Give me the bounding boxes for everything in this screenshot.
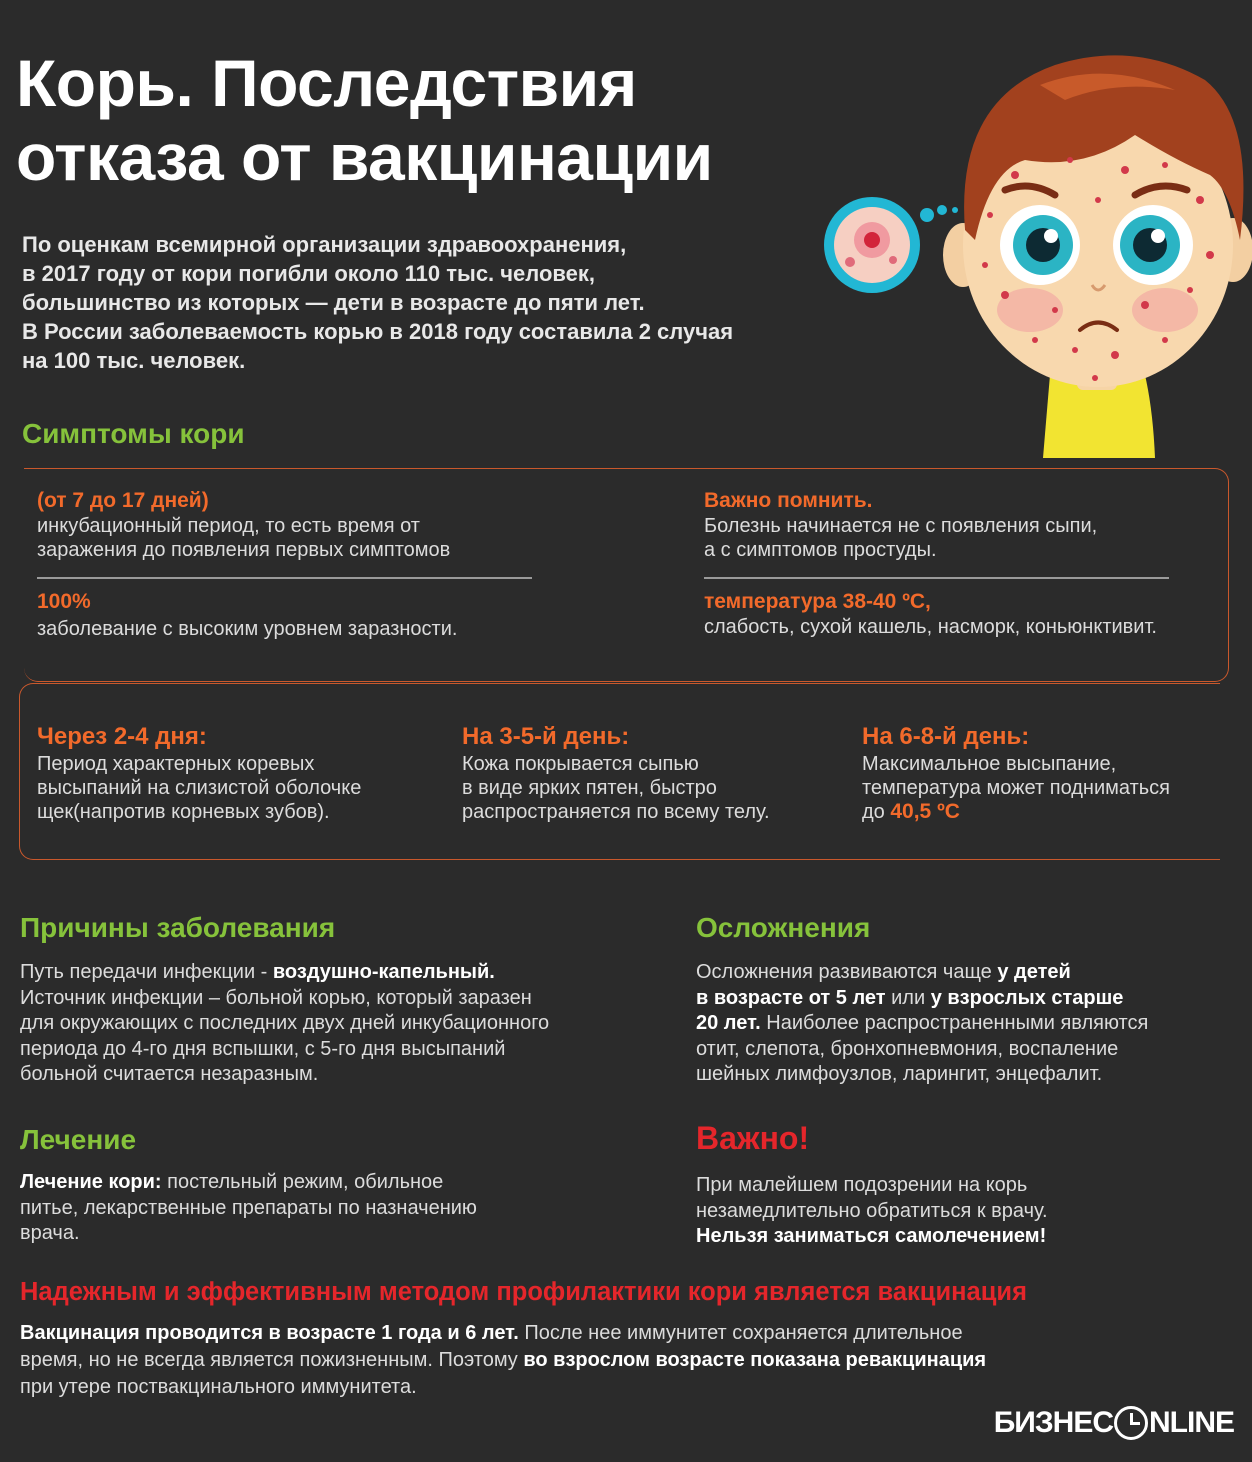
- temperature-text: слабость, сухой кашель, насморк, коньюнктивит.: [704, 616, 1157, 638]
- temperature-block: [704, 589, 1157, 639]
- important-text: [696, 1173, 1048, 1250]
- stage-line: щек(напротив корневых зубов).: [37, 801, 330, 823]
- text-part: время, но не всегда является пожизненным. Поэтому: [20, 1349, 524, 1371]
- remember-line: а с симптомов простуды.: [704, 539, 937, 561]
- stage-2: [462, 722, 770, 824]
- stage-line: Кожа покрывается сыпью: [462, 753, 699, 775]
- remember-line: Болезнь начинается не с появления сыпи,: [704, 515, 1098, 537]
- important-line: При малейшем подозрении на корь: [696, 1174, 1028, 1196]
- left-eye-shine: [1044, 229, 1058, 243]
- complications-line: шейных лимфоузлов, ларингит, энцефалит.: [696, 1063, 1103, 1085]
- logo-right: NLINE: [1149, 1406, 1234, 1439]
- text-bold: во взрослом возрасте показана ревакцинация: [523, 1349, 987, 1371]
- incubation-line: заражения до появления первых симптомов: [37, 539, 451, 561]
- text-bold: у детей: [997, 961, 1071, 983]
- intro-line: По оценкам всемирной организации здравоохранения,: [22, 232, 627, 257]
- symptoms-title: Симптомы кори: [22, 418, 245, 449]
- causes-line: [20, 960, 549, 986]
- treatment-text: [20, 1170, 477, 1247]
- treatment-title: Лечение: [20, 1124, 137, 1155]
- intro-line: на 100 тыс. человек.: [22, 348, 246, 373]
- causes-line: больной считается незаразным.: [20, 1063, 319, 1085]
- causes-transmission: воздушно-капельный.: [272, 961, 495, 983]
- complications-line: [696, 986, 1148, 1012]
- sick-boy-illustration: [815, 40, 1252, 460]
- text-bold: Лечение кори:: [20, 1171, 162, 1193]
- text-part: После нее иммунитет сохраняется длительное: [518, 1322, 963, 1344]
- remember-highlight: Важно помнить.: [704, 489, 873, 512]
- symptoms-divider-right: [704, 577, 1169, 579]
- text-bold: у взрослых старше: [930, 986, 1124, 1009]
- remember-block: [704, 488, 1097, 562]
- temperature-highlight: температура 38-40 ºС,: [704, 590, 931, 613]
- causes-title: Причины заболевания: [20, 912, 336, 943]
- business-online-logo: [994, 1406, 1234, 1440]
- treatment-line: [20, 1170, 477, 1196]
- bubble-dot: [920, 208, 934, 222]
- causes-line-prefix: Путь передачи инфекции -: [20, 961, 273, 983]
- bubble-dot: [952, 207, 958, 213]
- right-eye-shine: [1151, 229, 1165, 243]
- stage-2-title: На 3-5-й день:: [462, 723, 630, 750]
- right-cheek: [1132, 288, 1198, 332]
- intro-line: В России заболеваемость корью в 2018 году составила 2 случая: [22, 319, 734, 344]
- contagious-block: [37, 589, 457, 641]
- text-part: или: [885, 986, 931, 1009]
- important-line: незамедлительно обратиться к врачу.: [696, 1199, 1048, 1222]
- stage-1: [37, 722, 361, 824]
- title-line-2: отказа от вакцинации: [16, 120, 713, 194]
- causes-line: Источник инфекции – больной корью, который заразен: [20, 986, 532, 1009]
- magnifier-small-spot: [889, 256, 897, 264]
- incubation-highlight: (от 7 до 17 дней): [37, 489, 209, 512]
- causes-line: периода до 4-го дня вспышки, с 5-го дня высыпаний: [20, 1037, 506, 1060]
- stage-3-temperature: 40,5 ºС: [890, 800, 960, 823]
- stage-line-last: [862, 800, 1170, 824]
- intro-paragraph: [22, 230, 872, 375]
- stage-line: в виде ярких пятен, быстро: [462, 777, 717, 799]
- clock-icon: [1114, 1406, 1148, 1440]
- stage-3-title: На 6-8-й день:: [862, 723, 1030, 750]
- text-part: Наиболее распространенными являются: [760, 1012, 1149, 1034]
- title-line-1: Корь. Последствия: [16, 46, 637, 120]
- intro-line: в 2017 году от кори погибли около 110 тыс. человек,: [22, 261, 596, 286]
- text-bold: в возрасте от 5 лет: [696, 986, 886, 1009]
- complications-line: [696, 960, 1148, 986]
- stage-line: температура может подниматься: [862, 777, 1170, 799]
- contagious-text: заболевание с высоким уровнем заразности.: [37, 618, 458, 640]
- magnifier-small-spot: [845, 257, 855, 267]
- treatment-line: врача.: [20, 1222, 80, 1244]
- text-part: Осложнения развиваются чаще: [696, 961, 998, 983]
- vaccination-title: Надежным и эффективным методом профилактики кори является вакцинация: [20, 1278, 1027, 1306]
- contagious-highlight: 100%: [37, 590, 91, 613]
- incubation-block: [37, 488, 450, 562]
- important-line: [696, 1224, 1048, 1250]
- complications-line: [696, 1011, 1148, 1037]
- complications-line: отит, слепота, бронхопневмония, воспаление: [696, 1037, 1119, 1060]
- incubation-line: инкубационный период, то есть время от: [37, 515, 420, 537]
- stage-3-prefix: до: [862, 801, 891, 823]
- logo-left: БИЗНЕС: [993, 1406, 1113, 1439]
- complications-title: Осложнения: [696, 912, 871, 943]
- page-title: [16, 46, 876, 194]
- symptoms-divider-left: [37, 577, 532, 579]
- vaccination-line: [20, 1320, 986, 1347]
- important-title: Важно!: [696, 1120, 810, 1156]
- vaccination-line: при утере поствакцинального иммунитета.: [20, 1376, 417, 1398]
- vaccination-line: [20, 1347, 986, 1374]
- stage-line: Период характерных коревых: [37, 753, 315, 775]
- text-bold: Вакцинация проводится в возрасте 1 года и 6 лет.: [20, 1322, 519, 1344]
- text-bold: 20 лет.: [696, 1012, 761, 1034]
- stage-1-title: Через 2-4 дня:: [37, 723, 207, 750]
- intro-line: большинство из которых — дети в возрасте до пяти лет.: [22, 290, 645, 315]
- causes-text: [20, 960, 549, 1088]
- magnifier-spot-core: [864, 232, 880, 248]
- stage-3: [862, 722, 1170, 824]
- stage-line: распространяется по всему телу.: [462, 801, 770, 823]
- stage-line: высыпаний на слизистой оболочке: [37, 777, 362, 799]
- text-part: постельный режим, обильное: [161, 1171, 444, 1193]
- treatment-line: питье, лекарственные препараты по назначению: [20, 1196, 477, 1219]
- complications-text: [696, 960, 1148, 1088]
- vaccination-text: [20, 1320, 986, 1401]
- text-bold: Нельзя заниматься самолечением!: [696, 1225, 1047, 1247]
- stage-line: Максимальное высыпание,: [862, 753, 1117, 775]
- causes-line: для окружающих с последних двух дней инкубационного: [20, 1012, 550, 1034]
- bubble-dot: [937, 205, 947, 215]
